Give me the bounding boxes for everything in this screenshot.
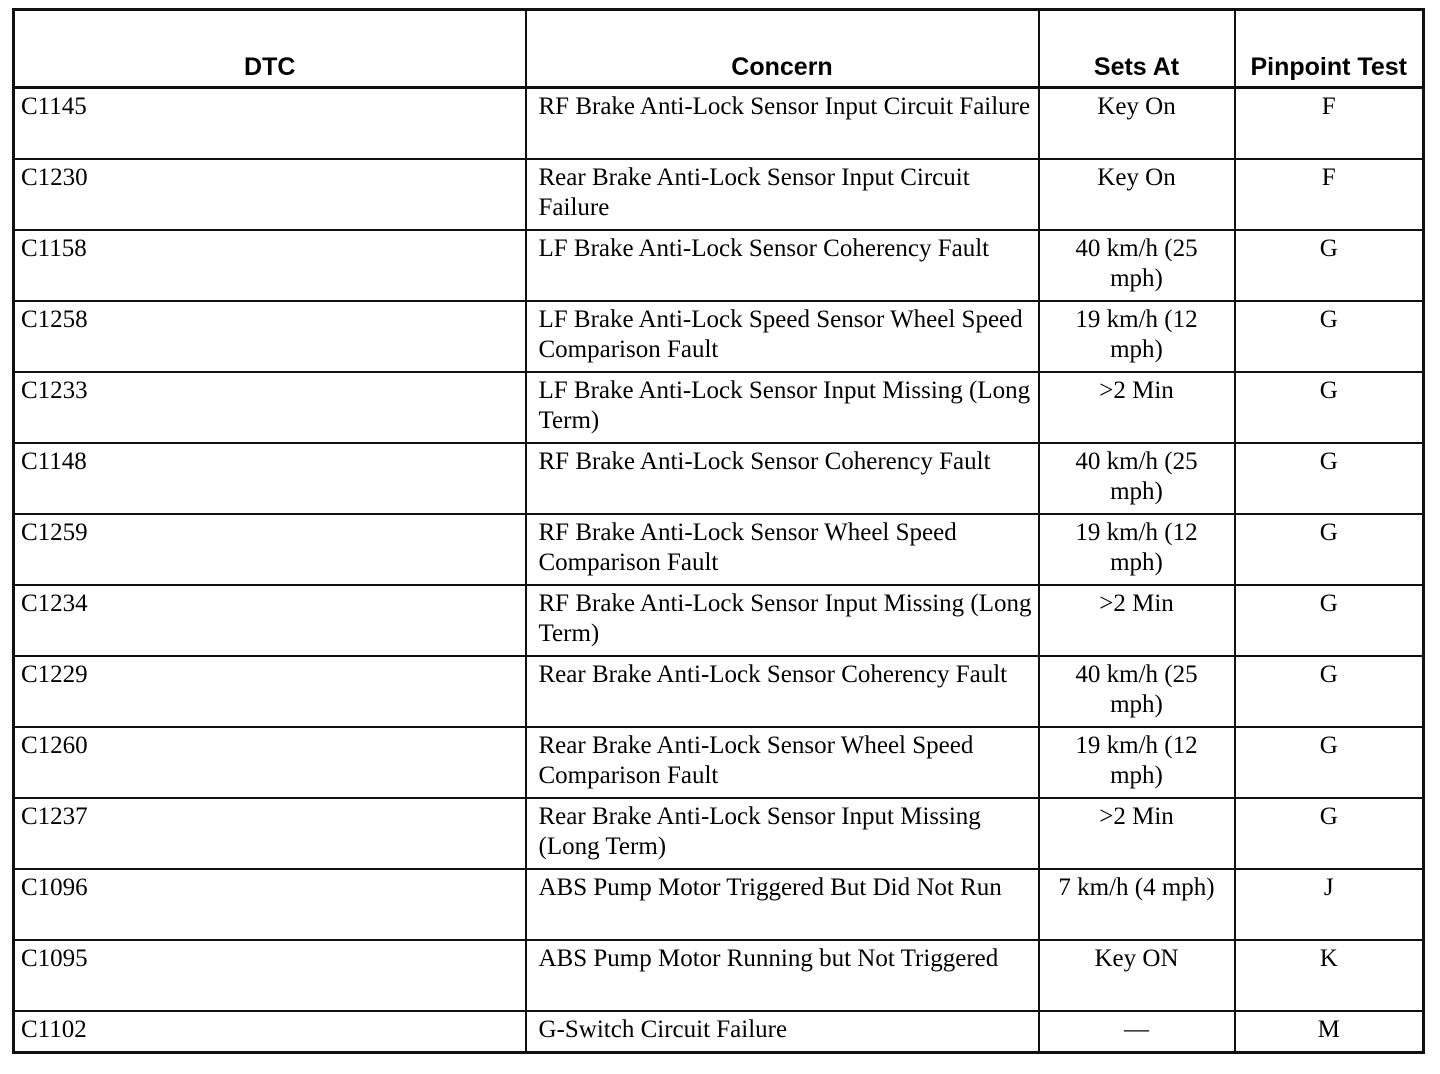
concern-text: ABS Pump Motor Triggered But Did Not Run xyxy=(526,869,1039,940)
concern-text: RF Brake Anti-Lock Sensor Input Missing (Long Term) xyxy=(526,585,1039,656)
pinpoint-test-value: F xyxy=(1235,159,1424,230)
concern-text: RF Brake Anti-Lock Sensor Wheel Speed Comparison Fault xyxy=(526,514,1039,585)
sets-at-value: — xyxy=(1039,1011,1235,1053)
pinpoint-test-value: G xyxy=(1235,656,1424,727)
pinpoint-test-value: G xyxy=(1235,798,1424,869)
dtc-code: C1096 xyxy=(14,869,526,940)
dtc-code: C1158 xyxy=(14,230,526,301)
concern-text: ABS Pump Motor Running but Not Triggered xyxy=(526,940,1039,1011)
header-concern: Concern xyxy=(526,10,1039,88)
sets-at-value: 19 km/h (12 mph) xyxy=(1039,727,1235,798)
sets-at-value: >2 Min xyxy=(1039,585,1235,656)
dtc-code: C1259 xyxy=(14,514,526,585)
concern-text: Rear Brake Anti-Lock Sensor Coherency Fault xyxy=(526,656,1039,727)
table-row xyxy=(14,727,1424,798)
dtc-code: C1102 xyxy=(14,1011,526,1053)
pinpoint-test-value: G xyxy=(1235,230,1424,301)
table-row xyxy=(14,514,1424,585)
pinpoint-test-value: M xyxy=(1235,1011,1424,1053)
table-row xyxy=(14,869,1424,940)
header-row xyxy=(14,10,1424,88)
table-row xyxy=(14,585,1424,656)
sets-at-value: 19 km/h (12 mph) xyxy=(1039,514,1235,585)
sets-at-value: 7 km/h (4 mph) xyxy=(1039,869,1235,940)
table-row xyxy=(14,443,1424,514)
dtc-code: C1258 xyxy=(14,301,526,372)
pinpoint-test-value: J xyxy=(1235,869,1424,940)
table-row xyxy=(14,656,1424,727)
sets-at-value: 19 km/h (12 mph) xyxy=(1039,301,1235,372)
table-row xyxy=(14,372,1424,443)
table-row xyxy=(14,301,1424,372)
pinpoint-test-value: G xyxy=(1235,727,1424,798)
sets-at-value: 40 km/h (25 mph) xyxy=(1039,656,1235,727)
header-sets-at: Sets At xyxy=(1039,10,1235,88)
sets-at-value: 40 km/h (25 mph) xyxy=(1039,230,1235,301)
concern-text: RF Brake Anti-Lock Sensor Input Circuit Failure xyxy=(526,88,1039,160)
concern-text: Rear Brake Anti-Lock Sensor Wheel Speed Comparison Fault xyxy=(526,727,1039,798)
table-row xyxy=(14,798,1424,869)
table-row xyxy=(14,159,1424,230)
concern-text: G-Switch Circuit Failure xyxy=(526,1011,1039,1053)
dtc-code: C1230 xyxy=(14,159,526,230)
dtc-code: C1237 xyxy=(14,798,526,869)
pinpoint-test-value: K xyxy=(1235,940,1424,1011)
dtc-code: C1234 xyxy=(14,585,526,656)
concern-text: LF Brake Anti-Lock Sensor Coherency Fault xyxy=(526,230,1039,301)
dtc-code: C1233 xyxy=(14,372,526,443)
sets-at-value: Key On xyxy=(1039,88,1235,160)
table-row xyxy=(14,1011,1424,1053)
pinpoint-test-value: G xyxy=(1235,301,1424,372)
pinpoint-test-value: G xyxy=(1235,372,1424,443)
concern-text: LF Brake Anti-Lock Sensor Input Missing (Long Term) xyxy=(526,372,1039,443)
pinpoint-test-value: F xyxy=(1235,88,1424,160)
table-row xyxy=(14,940,1424,1011)
table-row xyxy=(14,88,1424,160)
concern-text: LF Brake Anti-Lock Speed Sensor Wheel Speed Comparison Fault xyxy=(526,301,1039,372)
pinpoint-test-value: G xyxy=(1235,514,1424,585)
sets-at-value: Key On xyxy=(1039,159,1235,230)
dtc-code: C1095 xyxy=(14,940,526,1011)
sets-at-value: >2 Min xyxy=(1039,798,1235,869)
dtc-code: C1145 xyxy=(14,88,526,160)
dtc-table xyxy=(12,8,1425,1054)
concern-text: Rear Brake Anti-Lock Sensor Input Missing (Long Term) xyxy=(526,798,1039,869)
concern-text: Rear Brake Anti-Lock Sensor Input Circuit Failure xyxy=(526,159,1039,230)
dtc-code: C1148 xyxy=(14,443,526,514)
pinpoint-test-value: G xyxy=(1235,443,1424,514)
pinpoint-test-value: G xyxy=(1235,585,1424,656)
sets-at-value: 40 km/h (25 mph) xyxy=(1039,443,1235,514)
dtc-code: C1229 xyxy=(14,656,526,727)
sets-at-value: Key ON xyxy=(1039,940,1235,1011)
table-row xyxy=(14,230,1424,301)
dtc-code: C1260 xyxy=(14,727,526,798)
table-body xyxy=(14,88,1424,1053)
header-pinpoint-test: Pinpoint Test xyxy=(1235,10,1424,88)
concern-text: RF Brake Anti-Lock Sensor Coherency Fault xyxy=(526,443,1039,514)
header-dtc: DTC xyxy=(14,10,526,88)
table-header xyxy=(14,10,1424,88)
sets-at-value: >2 Min xyxy=(1039,372,1235,443)
